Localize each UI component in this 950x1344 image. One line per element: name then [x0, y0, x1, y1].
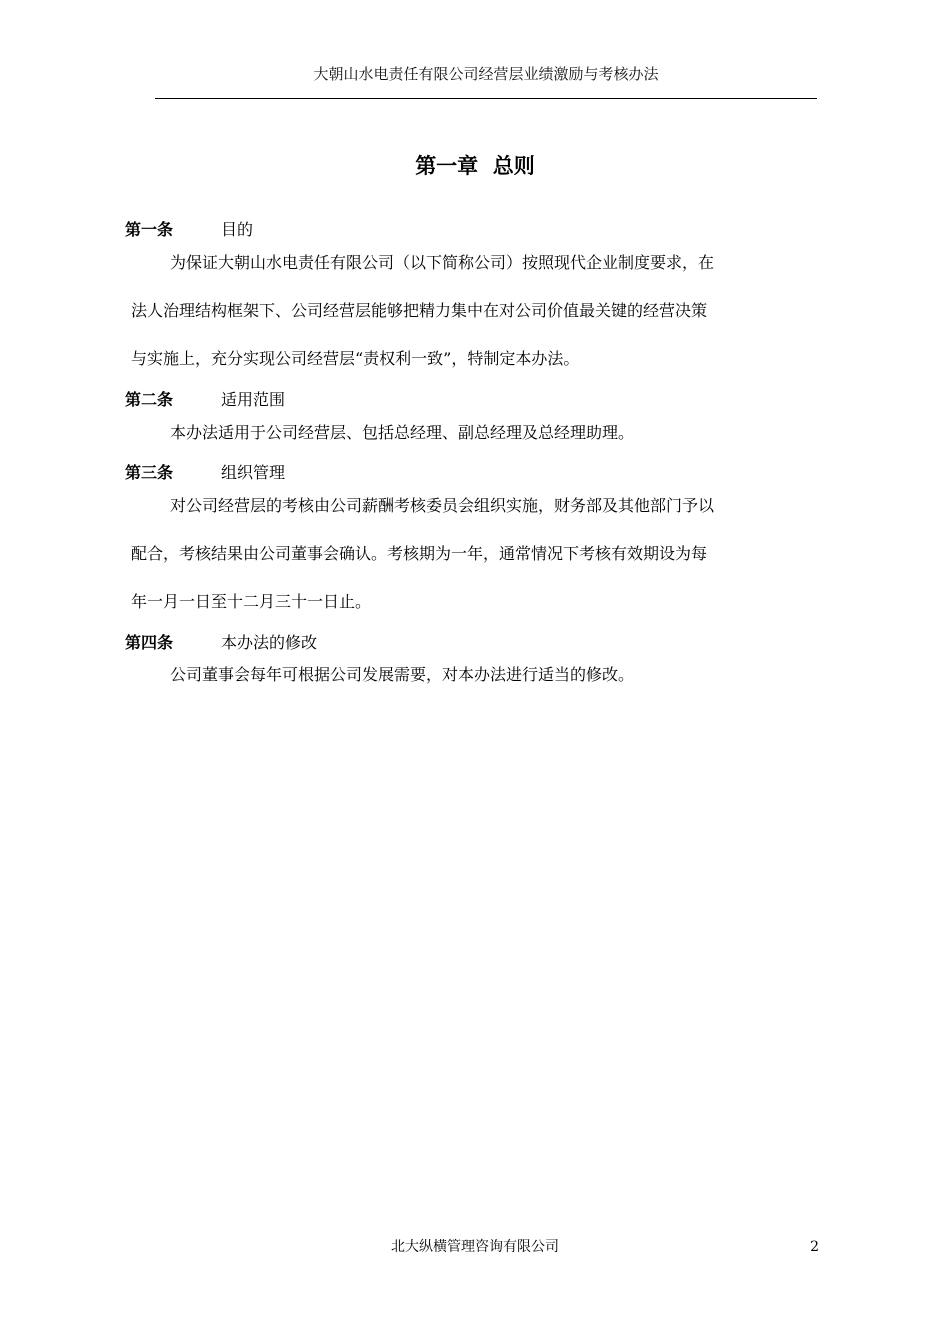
article-1-heading	[125, 219, 253, 241]
article-3-line-2: 配合，考核结果由公司董事会确认。考核期为一年，通常情况下考核有效期设为每	[131, 544, 708, 563]
footer-company: 北大纵横管理咨询有限公司	[391, 1239, 559, 1255]
article-name: 本办法的修改	[221, 633, 318, 652]
article-number: 第三条	[125, 463, 174, 482]
article-name: 适用范围	[221, 390, 286, 409]
article-name: 组织管理	[221, 463, 286, 482]
article-2-line-1: 本办法适用于公司经营层、包括总经理、副总经理及总经理助理。	[170, 423, 635, 442]
article-1-line-1: 为保证大朝山水电责任有限公司（以下简称公司）按照现代企业制度要求，在	[170, 253, 715, 272]
document-header-title: 大朝山水电责任有限公司经营层业绩激励与考核办法	[313, 65, 659, 83]
article-2-heading	[125, 389, 285, 411]
header-divider	[155, 98, 817, 99]
page-number: 2	[810, 1239, 819, 1255]
article-1-line-3: 与实施上，充分实现公司经营层“责权利一致”，特制定本办法。	[131, 349, 580, 368]
article-3-heading	[125, 462, 285, 484]
article-number: 第四条	[125, 633, 174, 652]
article-name: 目的	[221, 220, 254, 239]
article-3-line-3: 年一月一日至十二月三十一日止。	[131, 592, 372, 611]
article-4-line-1: 公司董事会每年可根据公司发展需要，对本办法进行适当的修改。	[170, 665, 635, 684]
article-number: 第一条	[125, 220, 174, 239]
article-1-line-2: 法人治理结构框架下、公司经营层能够把精力集中在对公司价值最关键的经营决策	[131, 301, 708, 320]
chapter-title: 第一章 总则	[415, 154, 535, 178]
article-4-heading	[125, 632, 317, 654]
article-3-line-1: 对公司经营层的考核由公司薪酬考核委员会组织实施，财务部及其他部门予以	[170, 496, 715, 515]
article-number: 第二条	[125, 390, 174, 409]
